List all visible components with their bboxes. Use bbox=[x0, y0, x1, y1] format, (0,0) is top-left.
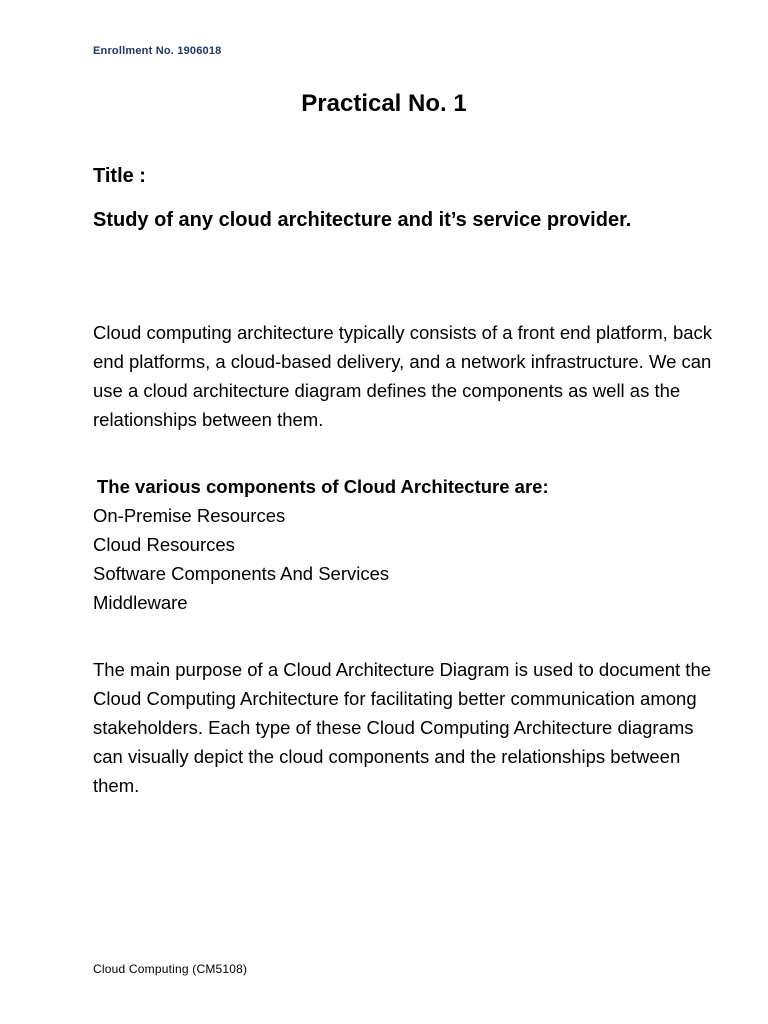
practical-subject: Study of any cloud architecture and it’s service provider. bbox=[93, 209, 632, 231]
components-heading: The various components of Cloud Architecture are: bbox=[97, 476, 549, 497]
list-item: On-Premise Resources bbox=[93, 505, 286, 526]
list-item: Middleware bbox=[93, 592, 188, 613]
list-item: Cloud Resources bbox=[93, 534, 235, 555]
purpose-paragraph: The main purpose of a Cloud Architecture Diagram is used to document the Cloud Computing Architecture for facilitating better communication among stakeholders. Each type of these Cloud Computing Architecture diagrams can visually depict the cloud components and the relationships between them. bbox=[93, 659, 712, 796]
footer-course: Cloud Computing (CM5108) bbox=[93, 962, 248, 976]
page-title: Practical No. 1 bbox=[301, 90, 467, 117]
intro-paragraph: Cloud computing architecture typically consists of a front end platform, back end platforms, a cloud-based delivery, and a network infrastructure. We can use a cloud architecture diagram defines the components as well as the relationships between them. bbox=[93, 322, 713, 430]
title-label: Title : bbox=[93, 165, 146, 187]
list-item: Software Components And Services bbox=[93, 563, 390, 584]
enrollment-number: Enrollment No. 1906018 bbox=[93, 45, 222, 57]
components-list bbox=[93, 501, 713, 617]
components-section bbox=[93, 472, 713, 617]
